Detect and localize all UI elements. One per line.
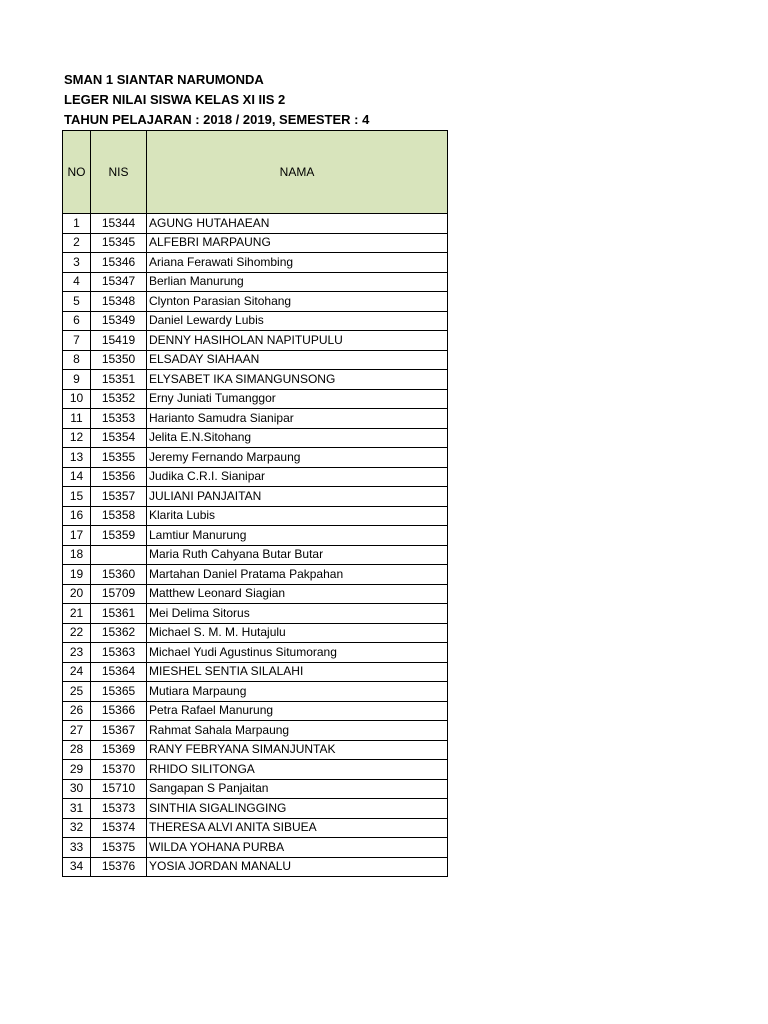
cell-no: 26 (63, 701, 91, 721)
cell-nama: Michael Yudi Agustinus Situmorang (147, 643, 448, 663)
academic-year: TAHUN PELAJARAN : 2018 / 2019, SEMESTER : 4 (64, 112, 370, 127)
cell-nama: Judika C.R.I. Sianipar (147, 467, 448, 487)
cell-nis: 15419 (91, 331, 147, 351)
cell-no: 9 (63, 370, 91, 390)
table-row (63, 721, 448, 741)
cell-nis: 15359 (91, 526, 147, 546)
cell-nama: Klarita Lubis (147, 506, 448, 526)
cell-nis: 15357 (91, 487, 147, 507)
cell-nis: 15346 (91, 253, 147, 273)
table-body (63, 214, 448, 877)
table-header-row (63, 131, 448, 214)
cell-no: 27 (63, 721, 91, 741)
cell-nama: ALFEBRI MARPAUNG (147, 233, 448, 253)
table-row (63, 740, 448, 760)
cell-nis: 15367 (91, 721, 147, 741)
cell-no: 1 (63, 214, 91, 234)
table-row (63, 565, 448, 585)
cell-no: 16 (63, 506, 91, 526)
table-row (63, 272, 448, 292)
cell-no: 34 (63, 857, 91, 877)
cell-nama: Daniel Lewardy Lubis (147, 311, 448, 331)
table-row (63, 370, 448, 390)
cell-nama: Mutiara Marpaung (147, 682, 448, 702)
table-row (63, 526, 448, 546)
cell-nis: 15354 (91, 428, 147, 448)
table-row (63, 389, 448, 409)
cell-nis: 15376 (91, 857, 147, 877)
cell-nis: 15352 (91, 389, 147, 409)
document-title: LEGER NILAI SISWA KELAS XI IIS 2 (64, 92, 286, 107)
document-header (64, 70, 369, 130)
cell-nis: 15365 (91, 682, 147, 702)
cell-no: 6 (63, 311, 91, 331)
cell-nama: Jelita E.N.Sitohang (147, 428, 448, 448)
table-row (63, 857, 448, 877)
cell-no: 5 (63, 292, 91, 312)
table-row (63, 584, 448, 604)
table-row (63, 779, 448, 799)
cell-nis: 15364 (91, 662, 147, 682)
cell-no: 18 (63, 545, 91, 565)
cell-nama: Erny Juniati Tumanggor (147, 389, 448, 409)
cell-no: 2 (63, 233, 91, 253)
cell-nama: RANY FEBRYANA SIMANJUNTAK (147, 740, 448, 760)
cell-no: 13 (63, 448, 91, 468)
table-row (63, 799, 448, 819)
cell-nama: Harianto Samudra Sianipar (147, 409, 448, 429)
cell-nis: 15347 (91, 272, 147, 292)
table-row (63, 643, 448, 663)
table-row (63, 662, 448, 682)
column-header-nama: NAMA (147, 131, 448, 214)
table-row (63, 682, 448, 702)
cell-nama: THERESA ALVI ANITA SIBUEA (147, 818, 448, 838)
cell-nis: 15351 (91, 370, 147, 390)
cell-nama: Michael S. M. M. Hutajulu (147, 623, 448, 643)
student-table (62, 130, 448, 877)
cell-no: 29 (63, 760, 91, 780)
cell-nama: JULIANI PANJAITAN (147, 487, 448, 507)
table-row (63, 487, 448, 507)
cell-nama: Clynton Parasian Sitohang (147, 292, 448, 312)
cell-no: 12 (63, 428, 91, 448)
cell-no: 3 (63, 253, 91, 273)
cell-nama: YOSIA JORDAN MANALU (147, 857, 448, 877)
cell-nis: 15356 (91, 467, 147, 487)
cell-nis: 15360 (91, 565, 147, 585)
cell-nama: Berlian Manurung (147, 272, 448, 292)
cell-nama: SINTHIA SIGALINGGING (147, 799, 448, 819)
cell-nama: Jeremy Fernando Marpaung (147, 448, 448, 468)
cell-no: 32 (63, 818, 91, 838)
table-row (63, 467, 448, 487)
cell-nis: 15362 (91, 623, 147, 643)
cell-no: 4 (63, 272, 91, 292)
cell-no: 23 (63, 643, 91, 663)
table-row (63, 545, 448, 565)
cell-no: 22 (63, 623, 91, 643)
cell-no: 31 (63, 799, 91, 819)
table-row (63, 506, 448, 526)
cell-nama: Sangapan S Panjaitan (147, 779, 448, 799)
cell-nis: 15370 (91, 760, 147, 780)
cell-no: 30 (63, 779, 91, 799)
cell-nis: 15374 (91, 818, 147, 838)
cell-nis: 15710 (91, 779, 147, 799)
cell-no: 20 (63, 584, 91, 604)
school-name: SMAN 1 SIANTAR NARUMONDA (64, 72, 264, 87)
cell-no: 21 (63, 604, 91, 624)
cell-nama: AGUNG HUTAHAEAN (147, 214, 448, 234)
table-row (63, 838, 448, 858)
cell-nama: Matthew Leonard Siagian (147, 584, 448, 604)
cell-nis: 15709 (91, 584, 147, 604)
cell-nis: 15349 (91, 311, 147, 331)
cell-nis: 15350 (91, 350, 147, 370)
cell-nama: ELSADAY SIAHAAN (147, 350, 448, 370)
cell-nis: 15366 (91, 701, 147, 721)
cell-nis: 15363 (91, 643, 147, 663)
table-row (63, 292, 448, 312)
cell-no: 14 (63, 467, 91, 487)
cell-nis: 15361 (91, 604, 147, 624)
column-header-nis: NIS (91, 131, 147, 214)
cell-no: 17 (63, 526, 91, 546)
table-row (63, 311, 448, 331)
cell-nama: ELYSABET IKA SIMANGUNSONG (147, 370, 448, 390)
table-row (63, 604, 448, 624)
cell-no: 28 (63, 740, 91, 760)
cell-no: 15 (63, 487, 91, 507)
table-row (63, 350, 448, 370)
table-row (63, 701, 448, 721)
cell-nama: Ariana Ferawati Sihombing (147, 253, 448, 273)
table-row (63, 214, 448, 234)
cell-nama: DENNY HASIHOLAN NAPITUPULU (147, 331, 448, 351)
cell-no: 7 (63, 331, 91, 351)
cell-nama: WILDA YOHANA PURBA (147, 838, 448, 858)
table-row (63, 409, 448, 429)
cell-nis: 15344 (91, 214, 147, 234)
cell-nama: Maria Ruth Cahyana Butar Butar (147, 545, 448, 565)
column-header-no: NO (63, 131, 91, 214)
cell-no: 33 (63, 838, 91, 858)
cell-no: 8 (63, 350, 91, 370)
cell-nis: 15358 (91, 506, 147, 526)
cell-nis (91, 545, 147, 565)
table-row (63, 623, 448, 643)
cell-no: 24 (63, 662, 91, 682)
cell-nis: 15369 (91, 740, 147, 760)
table-row (63, 760, 448, 780)
table-row (63, 331, 448, 351)
cell-no: 10 (63, 389, 91, 409)
cell-nis: 15375 (91, 838, 147, 858)
table-row (63, 253, 448, 273)
cell-nama: RHIDO SILITONGA (147, 760, 448, 780)
table-row (63, 818, 448, 838)
table-row (63, 428, 448, 448)
cell-nama: Lamtiur Manurung (147, 526, 448, 546)
cell-nis: 15355 (91, 448, 147, 468)
cell-nama: Petra Rafael Manurung (147, 701, 448, 721)
cell-no: 25 (63, 682, 91, 702)
cell-nama: Mei Delima Sitorus (147, 604, 448, 624)
cell-nama: Martahan Daniel Pratama Pakpahan (147, 565, 448, 585)
cell-nis: 15348 (91, 292, 147, 312)
table-row (63, 448, 448, 468)
cell-no: 11 (63, 409, 91, 429)
cell-nis: 15353 (91, 409, 147, 429)
cell-nama: Rahmat Sahala Marpaung (147, 721, 448, 741)
cell-nama: MIESHEL SENTIA SILALAHI (147, 662, 448, 682)
cell-nis: 15373 (91, 799, 147, 819)
table-row (63, 233, 448, 253)
cell-no: 19 (63, 565, 91, 585)
cell-nis: 15345 (91, 233, 147, 253)
